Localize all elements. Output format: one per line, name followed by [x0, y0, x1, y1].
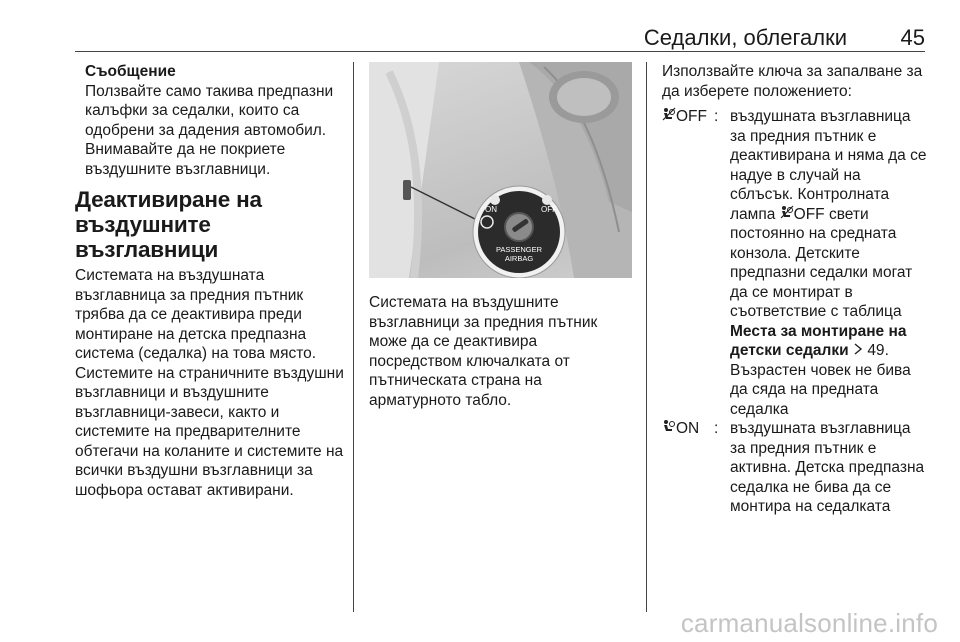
position-on-term	[662, 419, 714, 517]
off-desc-part2: свети постоянно на средната конзола. Детските предпазни седалки могат да се монтират в съответствие с таблица	[730, 205, 913, 320]
note-title: Съобщение	[85, 63, 176, 80]
off-desc-lamp: OFF	[793, 205, 825, 223]
position-off-item	[662, 107, 927, 419]
page-header	[75, 26, 925, 52]
note-box	[75, 62, 345, 179]
figure-caption: Системата на въздушните възглавници за предния пътник може да се деактивира посредством ключалката от пътническата страна на арматурното табло.	[369, 294, 598, 409]
position-on-colon: :	[714, 420, 719, 437]
column-divider-left	[353, 62, 354, 612]
airbag-off-lamp-icon	[780, 205, 794, 225]
page-reference-icon	[853, 341, 863, 361]
watermark: carmanualsonline.info	[680, 608, 938, 638]
section-heading: Деактивиране на въздушните възглавници	[75, 187, 262, 262]
switch-label-on: ON	[485, 205, 497, 214]
page-number: 45	[900, 25, 925, 50]
position-on-description: въздушната възглавница за предния пътник е активна. Детска предпазна седалка не бива да се монтира на седалката	[730, 420, 925, 515]
off-desc-part3: Възрастен човек не бива да сяда на предната седалка	[730, 361, 911, 418]
position-on-item	[662, 419, 927, 517]
ref-page-number[interactable]: 49	[867, 342, 885, 359]
position-off-label: OFF	[676, 108, 707, 125]
switch-label-airbag: AIRBAG	[504, 254, 534, 263]
note-text: Ползвайте само такива предпазни калъфки за седалки, които са одобрени за дадения автомобил. Внимавайте да не покриете въздушните възглавници.	[85, 82, 334, 178]
column-middle	[369, 62, 632, 410]
airbag-off-icon	[662, 107, 676, 127]
position-on-label: ON	[676, 420, 700, 437]
position-off-description: въздушната възглавница за предния пътник е деактивирана и няма да се надуе в случай на сблъсък. Контролната лампа OFF свети постоянно на средната конзола. Детските предпазни седалки могат да се монтират в съответствие с таблица Места за монтиране на детски седалки 49. Възрастен човек не бива да сяда на предната седалка	[730, 108, 927, 418]
column-divider-right	[646, 62, 647, 612]
position-off-term	[662, 107, 714, 419]
column-left	[75, 62, 345, 500]
child-seat-table-link[interactable]: Места за монтиране на детски седалки	[730, 322, 907, 359]
switch-label-passenger: PASSENGER	[495, 245, 543, 254]
positions-intro: Използвайте ключа за запалване за да изберете положението:	[662, 63, 923, 100]
airbag-on-icon	[662, 419, 676, 439]
column-right	[662, 62, 927, 517]
header-title: Седалки, облегалки	[643, 25, 847, 50]
switch-label-off: OFF	[541, 205, 557, 214]
off-desc-part1: въздушната възглавница за предния пътник е деактивирана и няма да се надуе в случай на сблъсък. Контролната лампа	[730, 108, 927, 223]
section-body: Системата на въздушната възглавница за предния пътник трябва да се деактивира преди монтиране на детска предпазна система (седалка) на това място. Системите на страничните въздушни възглавници и въздушните възглавници-завеси, както и системите на предварителните обтегачи на коланите и системите на всички въздушни възглавници за шофьора остават активирани.	[75, 267, 344, 499]
figure-illustration	[369, 62, 632, 278]
position-off-colon: :	[714, 108, 719, 125]
airbag-switch-figure	[369, 62, 632, 278]
